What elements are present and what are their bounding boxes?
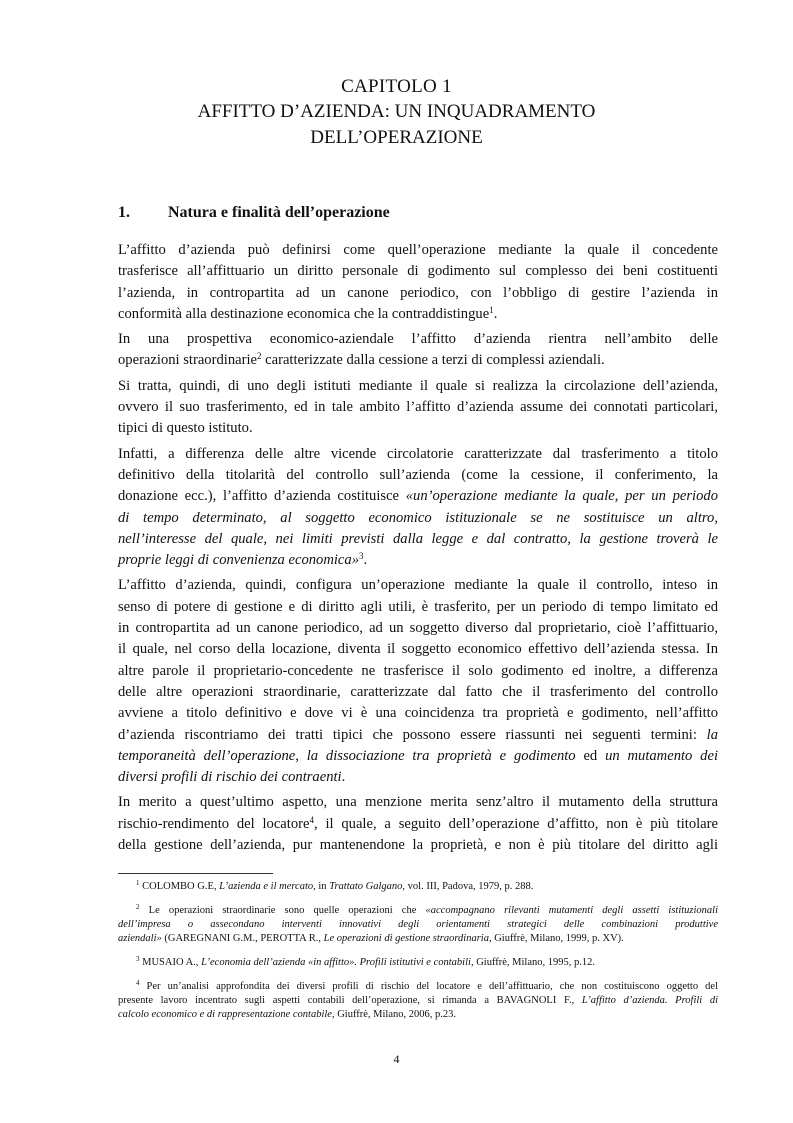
footnote-line [118,956,718,970]
footnote-line [118,1008,718,1022]
footnote-1 [118,880,718,894]
footnote-3 [118,956,718,970]
footnote-line [118,932,718,946]
paragraph-3 [118,376,718,440]
section-heading [118,204,390,222]
text-line: L’affitto d’azienda, quindi, configura un’operazione mediante la quale il controllo, inteso in [118,577,718,594]
text-line: definitivo della titolarità del controllo sull’azienda (come la cessione, il conferimento, la [118,466,718,483]
footnote-line [118,904,718,918]
text-run: , Giuffrè, Milano, 1995, p.12. [470,957,595,968]
footnote-ref: 4 [309,814,314,825]
chapter-label: CAPITOLO 1 [341,76,452,97]
emphasis-text: la [706,726,718,743]
text-run: ed [575,747,606,764]
text-line: senso di potere di gestione e di diritto agli utili, è trasferito, per un periodo di tempo limitato ed [118,598,718,615]
text-run: Per un’analisi approfondita dei diversi profili di rischio del locatore e dell’affittuario, che non costituiscono oggetto del [139,981,718,992]
section-number: 1. [118,204,130,221]
footnote-4 [118,980,718,1022]
page-number: 4 [393,1052,400,1066]
text-run: , [295,747,307,764]
quote-text: proprie leggi di convenienza economica» [118,552,360,569]
text-line [118,529,718,550]
text-run: , Giuffrè, Milano, 2006, p.23. [331,1009,456,1020]
footnote-2 [118,904,718,946]
chapter-title-line-1: AFFITTO D’AZIENDA: UN INQUADRAMENTO [197,101,596,122]
text-run: (GAREGNANI G.M., PEROTTA R., [161,933,324,944]
footnote-mark: 3 [136,955,140,963]
text-line: conformità alla destinazione economica che la contraddistingue$^1$. [118,304,498,322]
footnote-line [118,918,718,932]
footnote-mark: 1 [136,879,140,887]
footnotes [118,880,718,1032]
text-line [118,508,718,529]
text-run: L’affitto d’azienda. Profili di [581,995,718,1006]
text-run: L’azienda e il mercato [219,881,314,892]
text-run: , in [313,881,330,892]
footnote-ref: 2 [256,351,262,362]
paragraph-2 [118,329,718,372]
text-line [118,814,718,835]
text-run: aziendali» [118,933,162,944]
text-run: presente lavoro incentrato sugli aspetti contabili dell’operazione, si rimanda a BAVAGNOLI F., [118,995,582,1006]
emphasis-text: la dissociazione tra proprietà e godimento [306,747,576,764]
text-line: tipici di questo istituto. [118,420,253,437]
text-line: Infatti, a differenza delle altre vicende circolatorie caratterizzate dal trasferimento a titolo [118,445,718,462]
text-line: In merito a quest’ultimo aspetto, una menzione merita senz’altro il mutamento della struttura [118,794,718,811]
text-run: d’azienda riscontriamo dei tratti tipici che possono essere riassunti nei seguenti termini: [118,726,707,743]
footnote-mark: 4 [136,979,140,987]
paragraph-6 [118,792,718,856]
footnote-line [118,980,718,994]
text-line: proprie leggi di convenienza economica»$^3$. [118,551,368,569]
footnote-mark: 2 [136,903,140,911]
text-run: «accompagnano rilevanti mutamenti degli assetti istituzionali [425,905,718,916]
text-line: il quale, nel corso della locazione, diventa il soggetto economico effettivo dell’azienda stessa. In [118,641,718,658]
text-line: trasferisce all’affittuario un diritto personale di godimento sul complesso dei beni costituenti [118,263,718,280]
text-line [118,725,718,746]
text-run: Le operazioni straordinarie sono quelle operazioni che [139,905,426,916]
text-run: MUSAIO A., [139,957,202,968]
text-run: Le operazioni di gestione straordinaria [323,933,489,944]
text-run: dell’impresa o assecondano interventi innovativi degli orientamenti strategici delle combinazioni produttive [118,919,718,930]
text-line: In una prospettiva economico-aziendale l’affitto d’azienda rientra nell’ambito delle [118,331,718,348]
text-line [118,486,718,507]
emphasis-text: diversi profili di rischio dei contraenti [118,769,342,786]
text-line [118,767,718,788]
text-line [118,350,718,371]
text-run: L’economia dell’azienda «in affitto». Profili istitutivi e contabili [201,957,471,968]
text-line: della gestione dell’azienda, pur mantenendone la proprietà, e non è più titolare del diritto agli [118,837,718,854]
text-run: calcolo economico e di rappresentazione contabile [118,1009,332,1020]
footnote-ref: 1 [489,304,494,315]
text-run: , vol. III, Padova, 1979, p. 288. [402,881,534,892]
text-line: delle altre operazioni straordinarie, caratterizzate dal fatto che il trasferimento del controllo [118,683,718,700]
text-run: . [341,769,346,786]
footnote-ref: 3 [359,551,364,562]
emphasis-text: temporaneità dell’operazione [118,747,296,764]
quote-text: «un’operazione mediante la quale, per un periodo [405,488,718,505]
body-text [118,240,718,860]
text-line: l’azienda, in contropartita ad un canone periodico, con l’obbligo di gestire l’azienda in [118,284,718,301]
text-run: donazione ecc.), l’affitto d’azienda costituisce [118,488,406,505]
footnote-separator [118,873,273,874]
emphasis-text: un mutamento dei [605,747,719,764]
quote-text: di tempo determinato, al soggetto economico istituzionale se ne sostituisce un altro, [118,509,718,526]
text-run: conformità alla destinazione economica che la contraddistingue [118,305,490,322]
text-run: , Giuffrè, Milano, 1999, p. XV). [488,933,624,944]
text-line: avviene a titolo definitivo e dove vi è una coincidenza tra proprietà e godimento, nell’affitto [118,705,718,722]
chapter-heading [0,76,793,150]
paragraph-5 [118,575,718,788]
text-run: , il quale, a seguito dell’operazione d’affitto, non è più titolare [313,815,718,832]
text-line: altre parole il proprietario-concedente ne trasferisce il solo godimento ed inoltre, a differenza [118,662,718,679]
text-run: rischio-rendimento del locatore [118,815,310,832]
section-title: Natura e finalità dell’operazione [168,204,390,221]
text-line: ovvero il suo trasferimento, ed in tale ambito l’affitto d’azienda assume dei connotati particolari, [118,399,718,416]
text-line [118,746,718,767]
footnote-line [118,880,718,894]
text-run: caratterizzate dalla cessione a terzi di complessi aziendali. [261,352,605,369]
paragraph-4 [118,444,718,572]
chapter-title-line-2: DELL’OPERAZIONE [310,127,483,148]
quote-text: nell’interesse del quale, nei limiti previsti dalla legge e dal contratto, la gestione troverà le [118,530,718,547]
text-line: in contropartita ad un canone periodico, ad un soggetto diverso dal proprietario, cioè l’affittuario, [118,620,718,637]
text-line: Si tratta, quindi, di uno degli istituti mediante il quale si realizza la circolazione dell’azienda, [118,377,718,394]
text-line: L’affitto d’azienda può definirsi come quell’operazione mediante la quale il concedente [118,242,718,258]
footnote-line [118,994,718,1008]
paragraph-1 [118,240,718,325]
text-run: COLOMBO G.E, [139,881,220,892]
text-run: operazioni straordinarie [118,352,257,369]
text-run: Trattato Galgano [329,881,403,892]
